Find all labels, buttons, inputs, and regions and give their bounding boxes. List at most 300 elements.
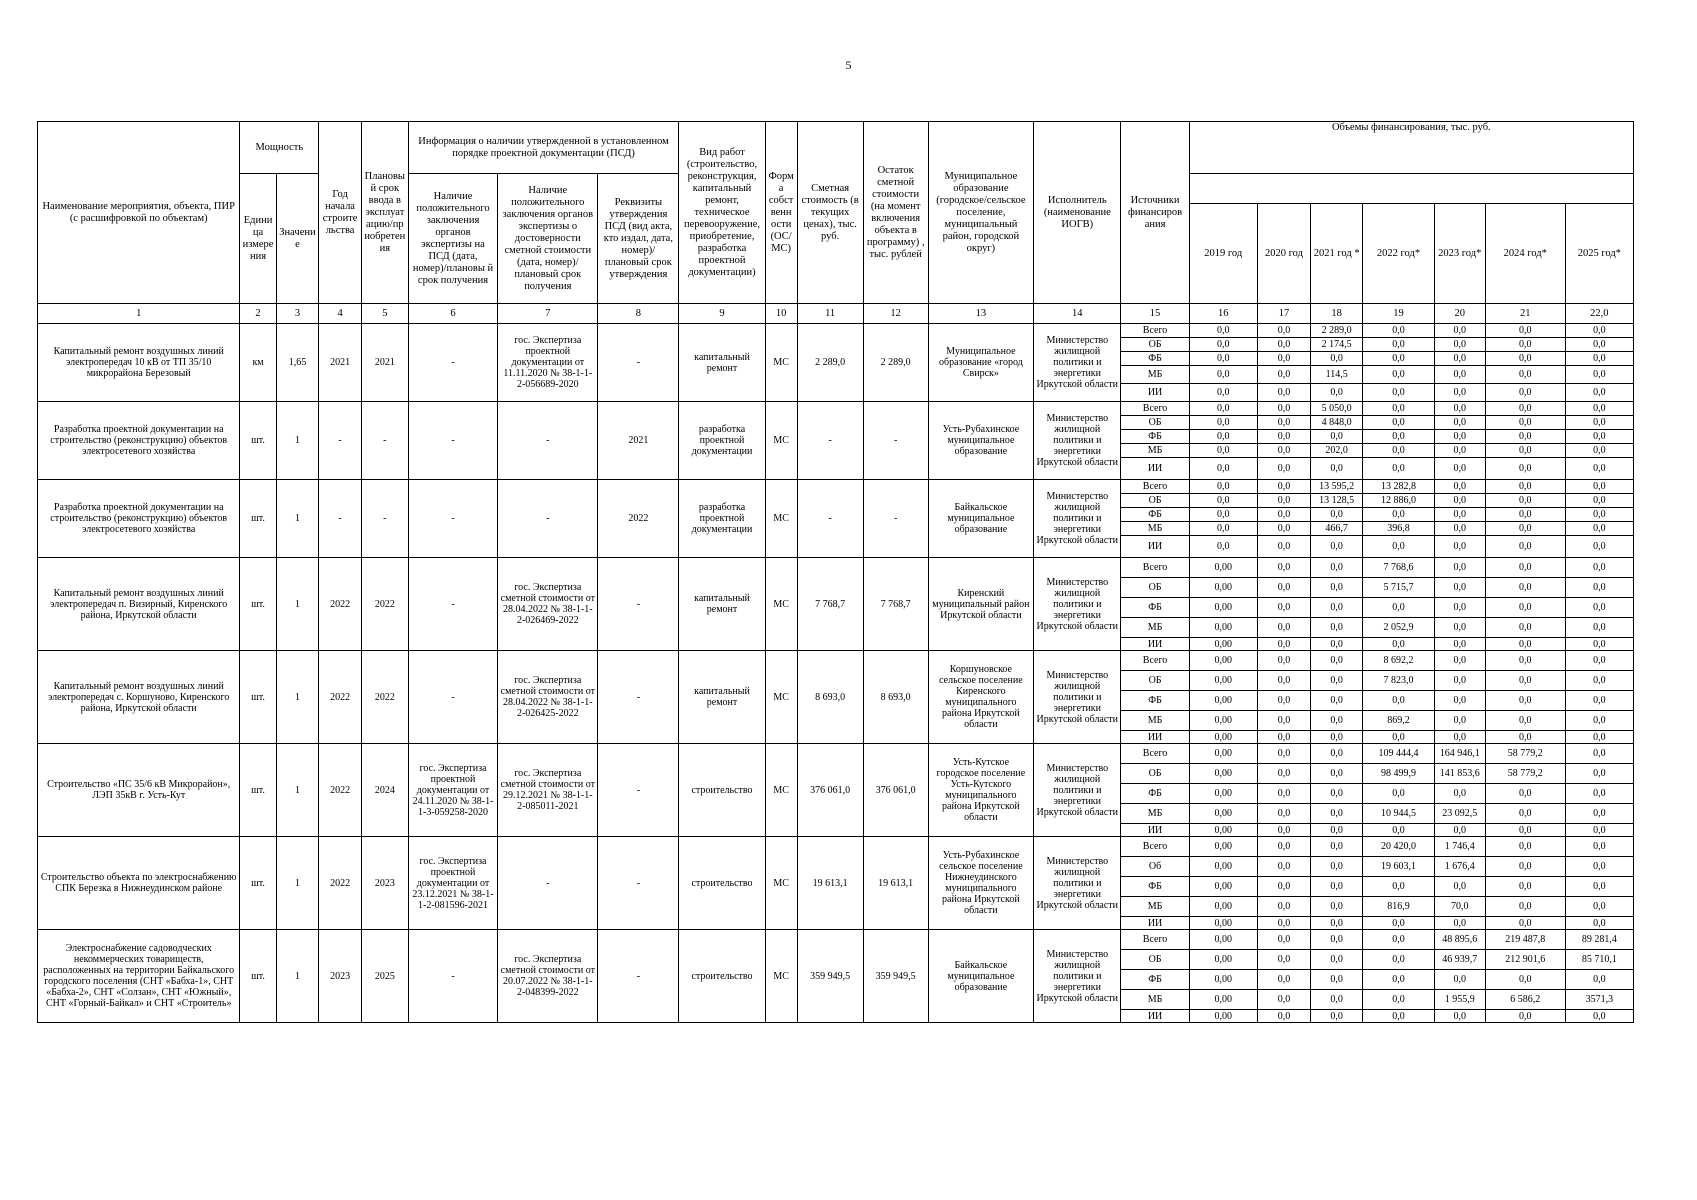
column-number: 20 bbox=[1434, 304, 1485, 324]
funding-value: 7 768,6 bbox=[1363, 558, 1434, 578]
funding-value: 0,0 bbox=[1434, 691, 1485, 711]
funding-value: 5 715,7 bbox=[1363, 578, 1434, 598]
funding-value: 1 955,9 bbox=[1434, 990, 1485, 1010]
psd-details-cell: - bbox=[598, 837, 679, 930]
funding-value: 0,00 bbox=[1189, 711, 1257, 731]
funding-value: 0,0 bbox=[1565, 711, 1633, 731]
funding-value: 0,0 bbox=[1311, 598, 1363, 618]
funding-value: 0,00 bbox=[1189, 804, 1257, 824]
work-type-cell: капитальный ремонт bbox=[679, 324, 765, 402]
funding-value: 0,0 bbox=[1434, 384, 1485, 402]
funding-value: 0,0 bbox=[1311, 618, 1363, 638]
funding-value: 396,8 bbox=[1363, 522, 1434, 536]
est-cost-cell: - bbox=[797, 480, 863, 558]
funding-value: 0,0 bbox=[1434, 671, 1485, 691]
project-name: Разработка проектной документации на строительство (реконструкцию) объектов электросетевого хозяйства bbox=[38, 480, 240, 558]
work-type-cell: строительство bbox=[679, 744, 765, 837]
source-label: ОБ bbox=[1121, 671, 1189, 691]
funding-value: 0,0 bbox=[1434, 522, 1485, 536]
work-type-cell: разработка проектной документации bbox=[679, 480, 765, 558]
est-cost-cell: 7 768,7 bbox=[797, 558, 863, 651]
header-funding: Объемы финансирования, тыс. руб. bbox=[1189, 122, 1633, 174]
funding-value: 0,0 bbox=[1565, 744, 1633, 764]
funding-value: 212 901,6 bbox=[1485, 950, 1565, 970]
project-name: Капитальный ремонт воздушных линий электропередач 10 кВ от ТП 35/10 микрорайона Березовый bbox=[38, 324, 240, 402]
source-label: ФБ bbox=[1121, 430, 1189, 444]
source-label: МБ bbox=[1121, 522, 1189, 536]
funding-value: 0,0 bbox=[1434, 877, 1485, 897]
funding-value: 0,0 bbox=[1363, 384, 1434, 402]
funding-value: 0,0 bbox=[1311, 508, 1363, 522]
funding-value: 0,0 bbox=[1434, 731, 1485, 744]
header-cost-conclusion: Наличие положительного заключения органов экспертизы о достоверности сметной стоимости (дата, номер)/плановый срок получения bbox=[498, 174, 598, 304]
funding-value: 0,0 bbox=[1565, 671, 1633, 691]
funding-value: 0,0 bbox=[1565, 824, 1633, 837]
psd-details-cell: - bbox=[598, 558, 679, 651]
funding-value: 114,5 bbox=[1311, 366, 1363, 384]
header-unit: Едини ца измере ния bbox=[240, 174, 276, 304]
source-label: ИИ bbox=[1121, 824, 1189, 837]
municipality-cell: Муниципальное образование «город Свирск» bbox=[928, 324, 1033, 402]
cost-conclusion-cell: - bbox=[498, 480, 598, 558]
funding-value: 0,0 bbox=[1363, 784, 1434, 804]
source-label: Об bbox=[1121, 857, 1189, 877]
planned-cell: 2024 bbox=[361, 744, 408, 837]
remaining-cost-cell: - bbox=[863, 402, 928, 480]
funding-value: 0,0 bbox=[1257, 638, 1310, 651]
exp-conclusion-cell: - bbox=[408, 930, 497, 1023]
funding-value: 0,0 bbox=[1485, 494, 1565, 508]
column-number: 10 bbox=[765, 304, 797, 324]
funding-value: 0,0 bbox=[1189, 536, 1257, 558]
cost-conclusion-cell: гос. Экспертиза сметной стоимости от 28.04.2022 № 38-1-1-2-026469-2022 bbox=[498, 558, 598, 651]
funding-value: 0,0 bbox=[1485, 402, 1565, 416]
funding-value: 0,0 bbox=[1434, 578, 1485, 598]
funding-value: 0,0 bbox=[1434, 324, 1485, 338]
column-number: 13 bbox=[928, 304, 1033, 324]
funding-value: 89 281,4 bbox=[1565, 930, 1633, 950]
header-year: 2019 год bbox=[1189, 204, 1257, 304]
project-name: Строительство объекта по электроснабжению СПК Березка в Нижнеудинском районе bbox=[38, 837, 240, 930]
source-label: ФБ bbox=[1121, 352, 1189, 366]
funding-value: 0,00 bbox=[1189, 671, 1257, 691]
funding-value: 0,0 bbox=[1485, 731, 1565, 744]
cost-conclusion-cell: гос. Экспертиза сметной стоимости от 28.04.2022 № 38-1-1-2-026425-2022 bbox=[498, 651, 598, 744]
executor-cell: Министерство жилищной политики и энергетики Иркутской области bbox=[1034, 837, 1121, 930]
planned-cell: 2021 bbox=[361, 324, 408, 402]
funding-value: 0,0 bbox=[1257, 430, 1310, 444]
funding-value: 0,0 bbox=[1434, 970, 1485, 990]
est-cost-cell: 2 289,0 bbox=[797, 324, 863, 402]
funding-value: 0,0 bbox=[1257, 824, 1310, 837]
funding-value: 3571,3 bbox=[1565, 990, 1633, 1010]
funding-value: 0,0 bbox=[1434, 558, 1485, 578]
funding-value: 0,0 bbox=[1257, 764, 1310, 784]
funding-value: 0,0 bbox=[1565, 494, 1633, 508]
est-cost-cell: - bbox=[797, 402, 863, 480]
funding-value: 0,0 bbox=[1485, 618, 1565, 638]
funding-value: 0,0 bbox=[1434, 1010, 1485, 1023]
planned-cell: - bbox=[361, 402, 408, 480]
source-label: ФБ bbox=[1121, 508, 1189, 522]
funding-value: 0,0 bbox=[1485, 366, 1565, 384]
project-name: Строительство «ПС 35/6 кВ Микрорайон», ЛЭП 35кВ г. Усть-Кут bbox=[38, 744, 240, 837]
funding-value: 0,0 bbox=[1311, 930, 1363, 950]
column-number: 19 bbox=[1363, 304, 1434, 324]
funding-value: 58 779,2 bbox=[1485, 764, 1565, 784]
cost-conclusion-cell: гос. Экспертиза сметной стоимости от 20.07.2022 № 38-1-1-2-048399-2022 bbox=[498, 930, 598, 1023]
year-start-cell: 2021 bbox=[319, 324, 362, 402]
source-label: ОБ bbox=[1121, 494, 1189, 508]
funding-value: 0,0 bbox=[1434, 338, 1485, 352]
funding-value: 0,00 bbox=[1189, 824, 1257, 837]
funding-value: 13 282,8 bbox=[1363, 480, 1434, 494]
remaining-cost-cell: 376 061,0 bbox=[863, 744, 928, 837]
funding-value: 0,0 bbox=[1189, 444, 1257, 458]
funding-value: 0,0 bbox=[1311, 744, 1363, 764]
ownership-cell: МС bbox=[765, 651, 797, 744]
funding-value: 0,0 bbox=[1565, 917, 1633, 930]
funding-value: 0,0 bbox=[1189, 494, 1257, 508]
exp-conclusion-cell: гос. Экспертиза проектной документации от 24.11.2020 № 38-1-1-3-059258-2020 bbox=[408, 744, 497, 837]
funding-value: 0,0 bbox=[1434, 638, 1485, 651]
funding-value: 0,0 bbox=[1485, 671, 1565, 691]
executor-cell: Министерство жилищной политики и энергетики Иркутской области bbox=[1034, 558, 1121, 651]
header-power: Мощность bbox=[240, 122, 319, 174]
funding-value: 0,0 bbox=[1257, 536, 1310, 558]
funding-value: 0,0 bbox=[1257, 917, 1310, 930]
funding-value: 0,0 bbox=[1434, 458, 1485, 480]
funding-value: 0,0 bbox=[1189, 416, 1257, 430]
funding-value: 0,0 bbox=[1565, 1010, 1633, 1023]
ownership-cell: МС bbox=[765, 480, 797, 558]
psd-details-cell: - bbox=[598, 744, 679, 837]
funding-value: 10 944,5 bbox=[1363, 804, 1434, 824]
funding-value: 0,0 bbox=[1311, 731, 1363, 744]
funding-value: 0,0 bbox=[1565, 897, 1633, 917]
column-number: 1 bbox=[38, 304, 240, 324]
funding-value: 0,0 bbox=[1565, 508, 1633, 522]
funding-value: 0,0 bbox=[1257, 970, 1310, 990]
funding-value: 0,0 bbox=[1257, 837, 1310, 857]
funding-value: 0,0 bbox=[1257, 731, 1310, 744]
funding-value: 0,0 bbox=[1257, 897, 1310, 917]
header-psd-details: Реквизиты утверждения ПСД (вид акта, кто издал, дата, номер)/плановый срок утверждения bbox=[598, 174, 679, 304]
source-label: МБ bbox=[1121, 990, 1189, 1010]
header-est-cost: Сметная стоимость (в текущих ценах), тыс. руб. bbox=[797, 122, 863, 304]
planned-cell: 2023 bbox=[361, 837, 408, 930]
source-label: ИИ bbox=[1121, 1010, 1189, 1023]
value-cell: 1 bbox=[276, 558, 319, 651]
funding-value: 0,00 bbox=[1189, 651, 1257, 671]
funding-value: 0,0 bbox=[1565, 384, 1633, 402]
funding-value: 7 823,0 bbox=[1363, 671, 1434, 691]
funding-value: 0,0 bbox=[1257, 877, 1310, 897]
year-start-cell: 2022 bbox=[319, 558, 362, 651]
funding-value: 0,0 bbox=[1485, 598, 1565, 618]
funding-value: 98 499,9 bbox=[1363, 764, 1434, 784]
funding-value: 0,0 bbox=[1363, 731, 1434, 744]
header-exp-conclusion: Наличие положительного заключения органов экспертизы на ПСД (дата, номер)/плановы й срок получения bbox=[408, 174, 497, 304]
exp-conclusion-cell: - bbox=[408, 480, 497, 558]
funding-value: 0,0 bbox=[1434, 416, 1485, 430]
funding-value: 0,0 bbox=[1565, 338, 1633, 352]
header-sources: Источники финансиров ания bbox=[1121, 122, 1189, 304]
municipality-cell: Киренский муниципальный район Иркутской области bbox=[928, 558, 1033, 651]
funding-value: 0,0 bbox=[1363, 430, 1434, 444]
funding-value: 0,0 bbox=[1363, 917, 1434, 930]
funding-value: 0,0 bbox=[1257, 598, 1310, 618]
executor-cell: Министерство жилищной политики и энергетики Иркутской области bbox=[1034, 324, 1121, 402]
funding-value: 0,0 bbox=[1565, 970, 1633, 990]
project-name: Разработка проектной документации на строительство (реконструкцию) объектов электросетевого хозяйства bbox=[38, 402, 240, 480]
funding-value: 0,0 bbox=[1434, 402, 1485, 416]
funding-value: 0,0 bbox=[1485, 508, 1565, 522]
funding-value: 0,0 bbox=[1363, 1010, 1434, 1023]
source-label: МБ bbox=[1121, 366, 1189, 384]
planned-cell: 2022 bbox=[361, 651, 408, 744]
psd-details-cell: 2022 bbox=[598, 480, 679, 558]
funding-value: 6 586,2 bbox=[1485, 990, 1565, 1010]
funding-value: 0,0 bbox=[1485, 711, 1565, 731]
funding-value: 0,0 bbox=[1565, 366, 1633, 384]
funding-value: 0,0 bbox=[1311, 784, 1363, 804]
funding-value: 85 710,1 bbox=[1565, 950, 1633, 970]
funding-value: 2 174,5 bbox=[1311, 338, 1363, 352]
funding-value: 0,0 bbox=[1257, 558, 1310, 578]
funding-value: 0,0 bbox=[1565, 480, 1633, 494]
source-label: ОБ bbox=[1121, 338, 1189, 352]
funding-value: 0,00 bbox=[1189, 731, 1257, 744]
header-year: 2022 год* bbox=[1363, 204, 1434, 304]
funding-value: 0,00 bbox=[1189, 618, 1257, 638]
header-name: Наименование мероприятия, объекта, ПИР (с расшифровкой по объектам) bbox=[38, 122, 240, 304]
source-label: МБ bbox=[1121, 711, 1189, 731]
table-row bbox=[38, 651, 1634, 671]
funding-value: 0,0 bbox=[1363, 950, 1434, 970]
source-label: МБ bbox=[1121, 804, 1189, 824]
funding-value: 0,0 bbox=[1311, 638, 1363, 651]
funding-value: 0,0 bbox=[1363, 324, 1434, 338]
funding-value: 0,00 bbox=[1189, 897, 1257, 917]
funding-value: 0,0 bbox=[1485, 430, 1565, 444]
year-start-cell: 2022 bbox=[319, 837, 362, 930]
funding-value: 0,0 bbox=[1485, 1010, 1565, 1023]
column-number: 12 bbox=[863, 304, 928, 324]
funding-value: 0,0 bbox=[1565, 638, 1633, 651]
funding-value: 0,00 bbox=[1189, 837, 1257, 857]
funding-value: 0,0 bbox=[1565, 578, 1633, 598]
funding-value: 0,0 bbox=[1311, 430, 1363, 444]
header-psd-info: Информация о наличии утвержденной в установленном порядке проектной документации (ПСД) bbox=[408, 122, 679, 174]
exp-conclusion-cell: - bbox=[408, 558, 497, 651]
funding-value: 0,0 bbox=[1363, 691, 1434, 711]
ownership-cell: МС bbox=[765, 837, 797, 930]
funding-value: 0,00 bbox=[1189, 764, 1257, 784]
column-number: 8 bbox=[598, 304, 679, 324]
municipality-cell: Усть-Кутское городское поселение Усть-Кутского муниципального района Иркутской области bbox=[928, 744, 1033, 837]
year-start-cell: 2022 bbox=[319, 744, 362, 837]
work-type-cell: капитальный ремонт bbox=[679, 558, 765, 651]
funding-value: 0,0 bbox=[1311, 691, 1363, 711]
column-number: 4 bbox=[319, 304, 362, 324]
cost-conclusion-cell: - bbox=[498, 837, 598, 930]
funding-value: 0,0 bbox=[1189, 508, 1257, 522]
funding-value: 0,0 bbox=[1257, 508, 1310, 522]
source-label: Всего bbox=[1121, 930, 1189, 950]
funding-value: 0,0 bbox=[1434, 651, 1485, 671]
header-year: 2023 год* bbox=[1434, 204, 1485, 304]
funding-value: 0,0 bbox=[1257, 578, 1310, 598]
source-label: ИИ bbox=[1121, 917, 1189, 930]
header-executor: Исполнитель (наименование ИОГВ) bbox=[1034, 122, 1121, 304]
column-number: 11 bbox=[797, 304, 863, 324]
funding-value: 0,0 bbox=[1363, 930, 1434, 950]
funding-value: 0,0 bbox=[1257, 711, 1310, 731]
funding-value: 0,0 bbox=[1485, 558, 1565, 578]
funding-value: 0,00 bbox=[1189, 578, 1257, 598]
source-label: Всего bbox=[1121, 744, 1189, 764]
source-label: ИИ bbox=[1121, 638, 1189, 651]
exp-conclusion-cell: - bbox=[408, 651, 497, 744]
table-row bbox=[38, 480, 1634, 494]
funding-value: 0,00 bbox=[1189, 691, 1257, 711]
funding-value: 0,0 bbox=[1434, 366, 1485, 384]
unit-cell: км bbox=[240, 324, 276, 402]
project-name: Электроснабжение садоводческих некоммерческих товариществ, расположенных на территории Байкальского городского поселения (СНТ «Бабха-1», СНТ «Бабха-2», СНТ «Солзан», СНТ «Южный», СНТ «Горный-Байкал» и СНТ «Строитель» bbox=[38, 930, 240, 1023]
psd-details-cell: - bbox=[598, 651, 679, 744]
est-cost-cell: 376 061,0 bbox=[797, 744, 863, 837]
funding-value: 0,0 bbox=[1434, 480, 1485, 494]
remaining-cost-cell: 2 289,0 bbox=[863, 324, 928, 402]
funding-value: 0,0 bbox=[1485, 384, 1565, 402]
funding-value: 0,0 bbox=[1257, 416, 1310, 430]
funding-value: 0,0 bbox=[1434, 536, 1485, 558]
funding-value: 5 050,0 bbox=[1311, 402, 1363, 416]
header-work-type: Вид работ (строительство, реконструкция, капитальный ремонт, техническое перевооружение, приобретение, разработка проектной документации) bbox=[679, 122, 765, 304]
funding-value: 0,0 bbox=[1565, 784, 1633, 804]
funding-value: 0,0 bbox=[1485, 824, 1565, 837]
funding-value: 0,00 bbox=[1189, 744, 1257, 764]
funding-value: 0,0 bbox=[1565, 402, 1633, 416]
value-cell: 1 bbox=[276, 402, 319, 480]
psd-details-cell: - bbox=[598, 930, 679, 1023]
funding-value: 0,0 bbox=[1257, 494, 1310, 508]
funding-value: 0,0 bbox=[1311, 536, 1363, 558]
funding-value: 0,0 bbox=[1257, 857, 1310, 877]
funding-value: 0,0 bbox=[1311, 578, 1363, 598]
funding-value: 0,0 bbox=[1363, 990, 1434, 1010]
funding-value: 13 128,5 bbox=[1311, 494, 1363, 508]
funding-value: 46 939,7 bbox=[1434, 950, 1485, 970]
funding-value: 0,0 bbox=[1485, 352, 1565, 366]
funding-value: 0,0 bbox=[1565, 598, 1633, 618]
source-label: Всего bbox=[1121, 480, 1189, 494]
table-row bbox=[38, 324, 1634, 338]
funding-value: 0,0 bbox=[1485, 338, 1565, 352]
funding-value: 0,00 bbox=[1189, 598, 1257, 618]
source-label: МБ bbox=[1121, 897, 1189, 917]
header-year: 2020 год bbox=[1257, 204, 1310, 304]
source-label: ОБ bbox=[1121, 578, 1189, 598]
source-label: Всего bbox=[1121, 837, 1189, 857]
source-label: Всего bbox=[1121, 651, 1189, 671]
column-number: 2 bbox=[240, 304, 276, 324]
funding-value: 0,0 bbox=[1434, 598, 1485, 618]
funding-value: 0,0 bbox=[1311, 824, 1363, 837]
column-number: 9 bbox=[679, 304, 765, 324]
funding-value: 0,0 bbox=[1363, 444, 1434, 458]
funding-value: 0,0 bbox=[1257, 990, 1310, 1010]
funding-value: 0,0 bbox=[1485, 458, 1565, 480]
funding-value: 0,0 bbox=[1189, 458, 1257, 480]
source-label: ФБ bbox=[1121, 691, 1189, 711]
funding-value: 0,0 bbox=[1311, 837, 1363, 857]
header-year: 2024 год* bbox=[1485, 204, 1565, 304]
executor-cell: Министерство жилищной политики и энергетики Иркутской области bbox=[1034, 930, 1121, 1023]
funding-value: 0,00 bbox=[1189, 1010, 1257, 1023]
header-value: Значени е bbox=[276, 174, 319, 304]
unit-cell: шт. bbox=[240, 744, 276, 837]
funding-value: 48 895,6 bbox=[1434, 930, 1485, 950]
funding-value: 23 092,5 bbox=[1434, 804, 1485, 824]
ownership-cell: МС bbox=[765, 324, 797, 402]
unit-cell: шт. bbox=[240, 480, 276, 558]
column-number: 22,0 bbox=[1565, 304, 1633, 324]
funding-value: 0,00 bbox=[1189, 950, 1257, 970]
funding-value: 12 886,0 bbox=[1363, 494, 1434, 508]
funding-value: 0,0 bbox=[1257, 338, 1310, 352]
funding-value: 466,7 bbox=[1311, 522, 1363, 536]
funding-value: 0,0 bbox=[1565, 618, 1633, 638]
funding-value: 0,0 bbox=[1257, 522, 1310, 536]
cost-conclusion-cell: гос. Экспертиза сметной стоимости от 29.12.2021 № 38-1-1-2-085011-2021 bbox=[498, 744, 598, 837]
funding-value: 0,0 bbox=[1434, 444, 1485, 458]
funding-value: 0,0 bbox=[1565, 877, 1633, 897]
municipality-cell: Усть-Рубахинское муниципальное образование bbox=[928, 402, 1033, 480]
ownership-cell: МС bbox=[765, 930, 797, 1023]
source-label: ФБ bbox=[1121, 970, 1189, 990]
funding-value: 0,0 bbox=[1363, 458, 1434, 480]
municipality-cell: Байкальское муниципальное образование bbox=[928, 930, 1033, 1023]
source-label: Всего bbox=[1121, 558, 1189, 578]
funding-value: 0,0 bbox=[1565, 416, 1633, 430]
funding-value: 0,0 bbox=[1189, 384, 1257, 402]
source-label: ИИ bbox=[1121, 536, 1189, 558]
funding-value: 0,0 bbox=[1189, 522, 1257, 536]
funding-value: 141 853,6 bbox=[1434, 764, 1485, 784]
exp-conclusion-cell: - bbox=[408, 402, 497, 480]
funding-value: 0,0 bbox=[1311, 804, 1363, 824]
funding-value: 0,0 bbox=[1485, 536, 1565, 558]
funding-value: 0,0 bbox=[1257, 324, 1310, 338]
funding-value: 0,0 bbox=[1434, 352, 1485, 366]
planned-cell: - bbox=[361, 480, 408, 558]
funding-value: 0,0 bbox=[1257, 458, 1310, 480]
funding-value: 0,0 bbox=[1363, 352, 1434, 366]
value-cell: 1 bbox=[276, 744, 319, 837]
funding-value: 1 746,4 bbox=[1434, 837, 1485, 857]
municipality-cell: Байкальское муниципальное образование bbox=[928, 480, 1033, 558]
funding-value: 0,0 bbox=[1189, 324, 1257, 338]
funding-value: 0,0 bbox=[1311, 990, 1363, 1010]
exp-conclusion-cell: - bbox=[408, 324, 497, 402]
header-remaining-cost: Остаток сметной стоимости (на момент включения объекта в программу) , тыс. рублей bbox=[863, 122, 928, 304]
funding-value: 0,0 bbox=[1434, 711, 1485, 731]
year-start-cell: 2022 bbox=[319, 651, 362, 744]
header-year-start: Год начала строите льства bbox=[319, 122, 362, 304]
funding-value: 0,0 bbox=[1257, 402, 1310, 416]
